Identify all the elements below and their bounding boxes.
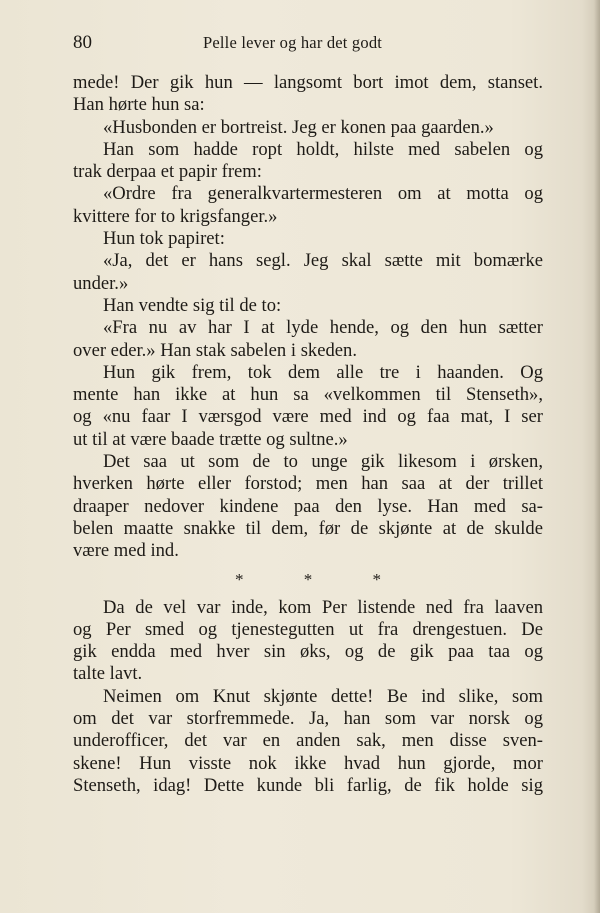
text-line: belen maatte snakke til dem, før de skjønte at de skulde bbox=[73, 517, 543, 539]
text-line: og Per smed og tjenestegutten ut fra drengestuen. De bbox=[73, 618, 543, 640]
text-line: gik endda med hver sin øks, og de gik paa taa og bbox=[73, 641, 543, 663]
running-head: Pelle lever og har det godt bbox=[203, 33, 383, 52]
text-line: være med ind. bbox=[73, 540, 179, 562]
text-line: kvittere for to krigsfanger.» bbox=[73, 205, 278, 227]
text-line: Neimen om Knut skjønte dette! Be ind slike, som bbox=[103, 685, 543, 707]
text-line: ut til at være baade trætte og sultne.» bbox=[73, 428, 348, 450]
body-text bbox=[73, 72, 543, 797]
text-line: «Ordre fra generalkvartermesteren om at motta og bbox=[103, 183, 543, 205]
text-line: Han hørte hun sa: bbox=[73, 94, 205, 116]
text-line: Han som hadde ropt holdt, hilste med sabelen og bbox=[103, 138, 543, 160]
text-line: Stenseth, idag! Dette kunde bli farlig, de fik holde sig bbox=[73, 774, 543, 796]
page-number: 80 bbox=[73, 32, 92, 53]
text-line: over eder.» Han stak sabelen i skeden. bbox=[73, 339, 357, 361]
text-line: mente han ikke at hun sa «velkommen til Stenseth», bbox=[73, 384, 543, 406]
text-line: Han vendte sig til de to: bbox=[103, 294, 282, 316]
page-edge-shadow bbox=[594, 0, 600, 913]
text-line: og «nu faar I værsgod være med ind og faa mat, I ser bbox=[73, 406, 543, 428]
text-line: hverken hørte eller forstod; men han saa at der trillet bbox=[73, 473, 543, 495]
text-line: «Husbonden er bortreist. Jeg er konen paa gaarden.» bbox=[103, 116, 494, 138]
page-header bbox=[73, 32, 543, 56]
text-line: Hun gik frem, tok dem alle tre i haanden. Og bbox=[103, 361, 543, 383]
section-break: * * * bbox=[235, 569, 409, 589]
text-line: draaper nedover kindene paa den lyse. Han med sa- bbox=[73, 495, 543, 517]
text-line: Da de vel var inde, kom Per listende ned fra laaven bbox=[103, 596, 543, 618]
text-line: under.» bbox=[73, 272, 129, 294]
text-line: Det saa ut som de to unge gik likesom i ørsken, bbox=[103, 451, 543, 473]
text-line: mede! Der gik hun — langsomt bort imot dem, stanset. bbox=[73, 72, 543, 93]
text-line: om det var storfremmede. Ja, han som var norsk og bbox=[73, 708, 543, 730]
text-line: Hun tok papiret: bbox=[103, 228, 225, 250]
text-line: trak derpaa et papir frem: bbox=[73, 161, 262, 183]
text-line: talte lavt. bbox=[73, 663, 143, 685]
text-line: skene! Hun visste nok ikke hvad hun gjorde, mor bbox=[73, 752, 543, 774]
text-line: underofficer, det var en anden sak, men disse sven- bbox=[73, 730, 543, 752]
text-line: «Ja, det er hans segl. Jeg skal sætte mit bomærke bbox=[103, 250, 543, 272]
text-line: «Fra nu av har I at lyde hende, og den hun sætter bbox=[103, 317, 543, 339]
